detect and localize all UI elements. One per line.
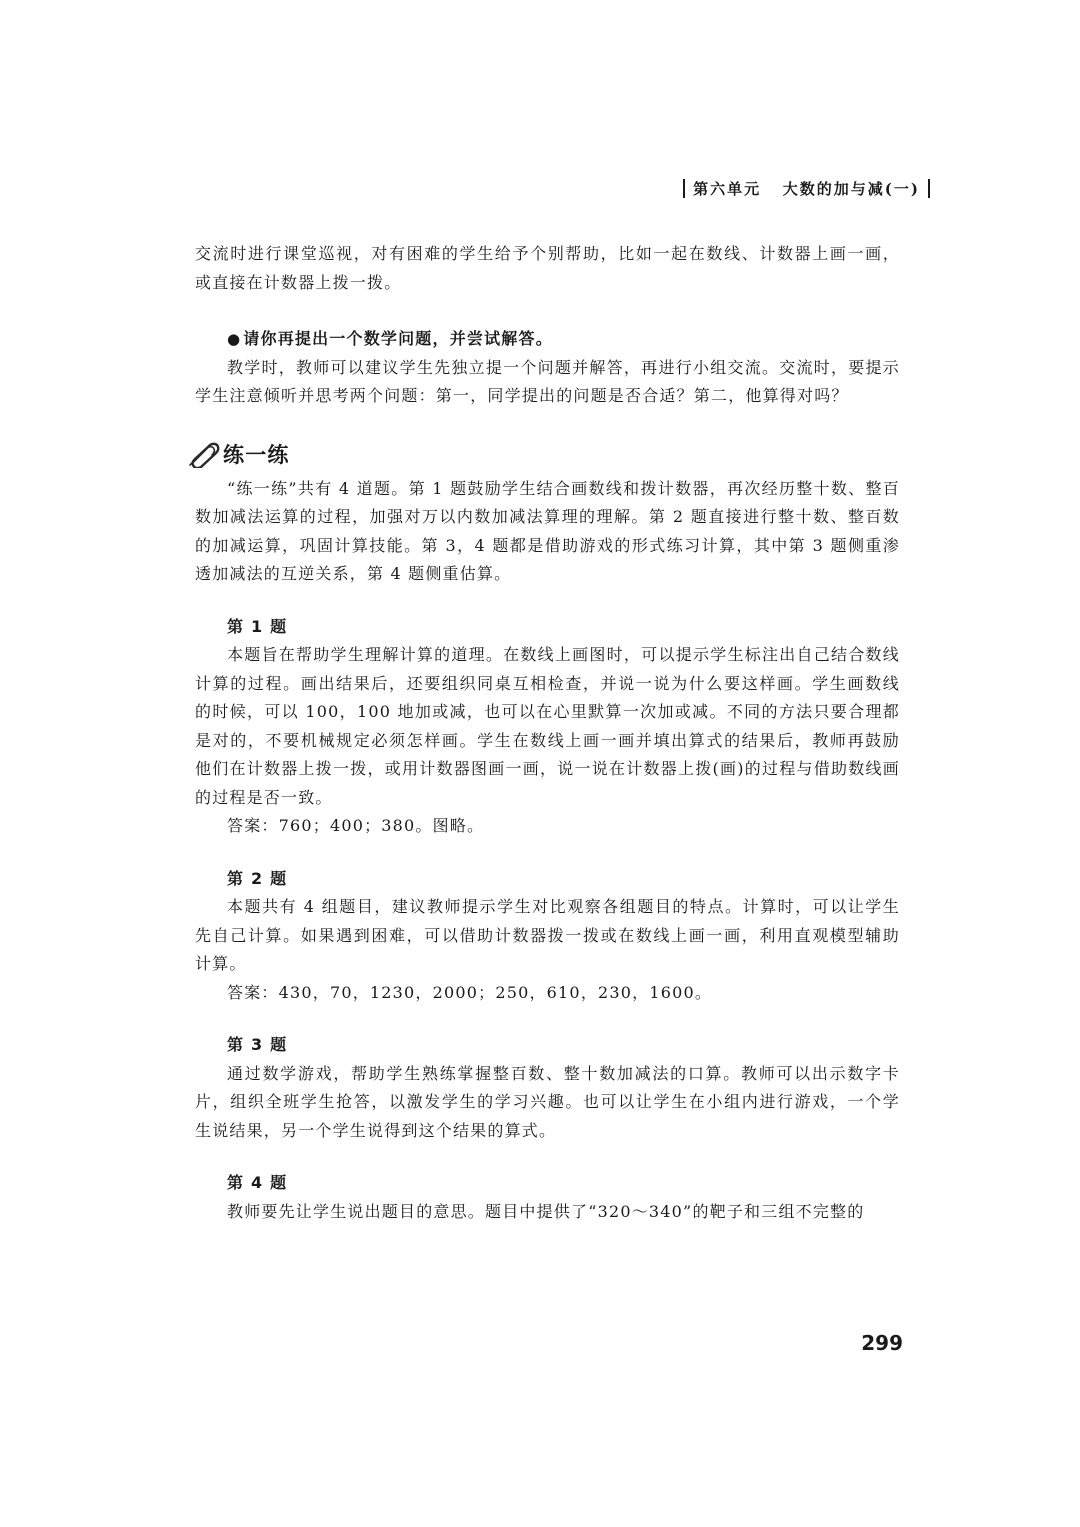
question-heading: 第 3 题 [227, 1035, 288, 1054]
question-body: 教师要先让学生说出题目的意思。题目中提供了“320～340”的靶子和三组不完整的 [227, 1201, 865, 1221]
question-block-4 [195, 1169, 900, 1226]
header-title: 大数的加与减(一) [782, 180, 920, 198]
question-prompt-text: 请你再提出一个数学问题，并尝试解答。 [243, 329, 553, 348]
intro-paragraph: 交流时进行课堂巡视，对有困难的学生给予个别帮助，比如一起在数线、计数器上画一画，或直接在计数器上拨一拨。 [195, 244, 900, 292]
header-divider-right [928, 179, 930, 198]
spacer [195, 297, 900, 325]
page-content [195, 240, 900, 1226]
spacer [195, 1145, 900, 1169]
header-divider-left [683, 179, 685, 198]
question-block-3 [195, 1031, 900, 1145]
question-heading: 第 1 题 [227, 616, 288, 636]
question-answer: 答案：760；400；380。图略。 [227, 816, 485, 835]
page-number: 299 [861, 1331, 903, 1355]
spacer [195, 1007, 900, 1031]
question-body: 本题旨在帮助学生理解计算的道理。在数线上画图时，可以提示学生标注出自己结合数线计算的过程。画出结果后，还要组织同桌互相检查，并说一说为什么要这样画。学生画数线的时候，可以 100，100 地加或减，也可以在心里默算一次加或减。不同的方法只要合理都是对的，不要机械规定必须怎样画。学生在数线上画一画并填出算式的结果后，教师再鼓励他们在计数器上拨一拨，或用计数器图画一画，说一说在计数器上拨(画)的过程与借助数线画的过程是否一致。 [195, 645, 900, 807]
question-body: 通过数学游戏，帮助学生熟练掌握整百数、整十数加减法的口算。教师可以出示数字卡片，组织全班学生抢答，以激发学生的学习兴趣。也可以让学生在小组内进行游戏，一个学生说结果，另一个学生说得到这个结果的算式。 [195, 1063, 900, 1140]
question-answer: 答案：430，70，1230，2000；250，610，230，1600。 [227, 982, 713, 1002]
bullet-icon: ● [227, 330, 242, 348]
question-block-1 [195, 613, 900, 841]
running-header [675, 178, 938, 199]
header-unit: 第六单元 [693, 180, 762, 198]
question-prompt [195, 325, 900, 354]
practice-title: 练一练 [223, 442, 290, 467]
practice-summary: “练一练”共有 4 道题。第 1 题鼓励学生结合画数线和拨计数器，再次经历整十数、整百数加减法运算的过程，加强对万以内数加减法算理的理解。第 2 题直接进行整十数、整百数的加减运算，巩固计算技能。第 3，4 题都是借助游戏的形式练习计算，其中第 3 题侧重渗透加减法的互逆关系，第 4 题侧重估算。 [195, 478, 900, 583]
practice-section-title [187, 439, 900, 471]
question-block-2 [195, 865, 900, 1008]
question-paragraph: 教学时，教师可以建议学生先独立提一个问题并解答，再进行小组交流。交流时，要提示学生注意倾听并思考两个问题：第一，同学提出的问题是否合适？第二，他算得对吗？ [195, 357, 900, 405]
question-body: 本题共有 4 组题目，建议教师提示学生对比观察各组题目的特点。计算时，可以让学生先自己计算。如果遇到困难，可以借助计数器拨一拨或在数线上画一画，利用直观模型辅助计算。 [195, 897, 900, 973]
paperclip-icon [187, 442, 221, 468]
spacer [195, 841, 900, 865]
question-heading: 第 4 题 [227, 1173, 288, 1192]
spacer [195, 589, 900, 613]
question-heading: 第 2 题 [227, 868, 288, 888]
